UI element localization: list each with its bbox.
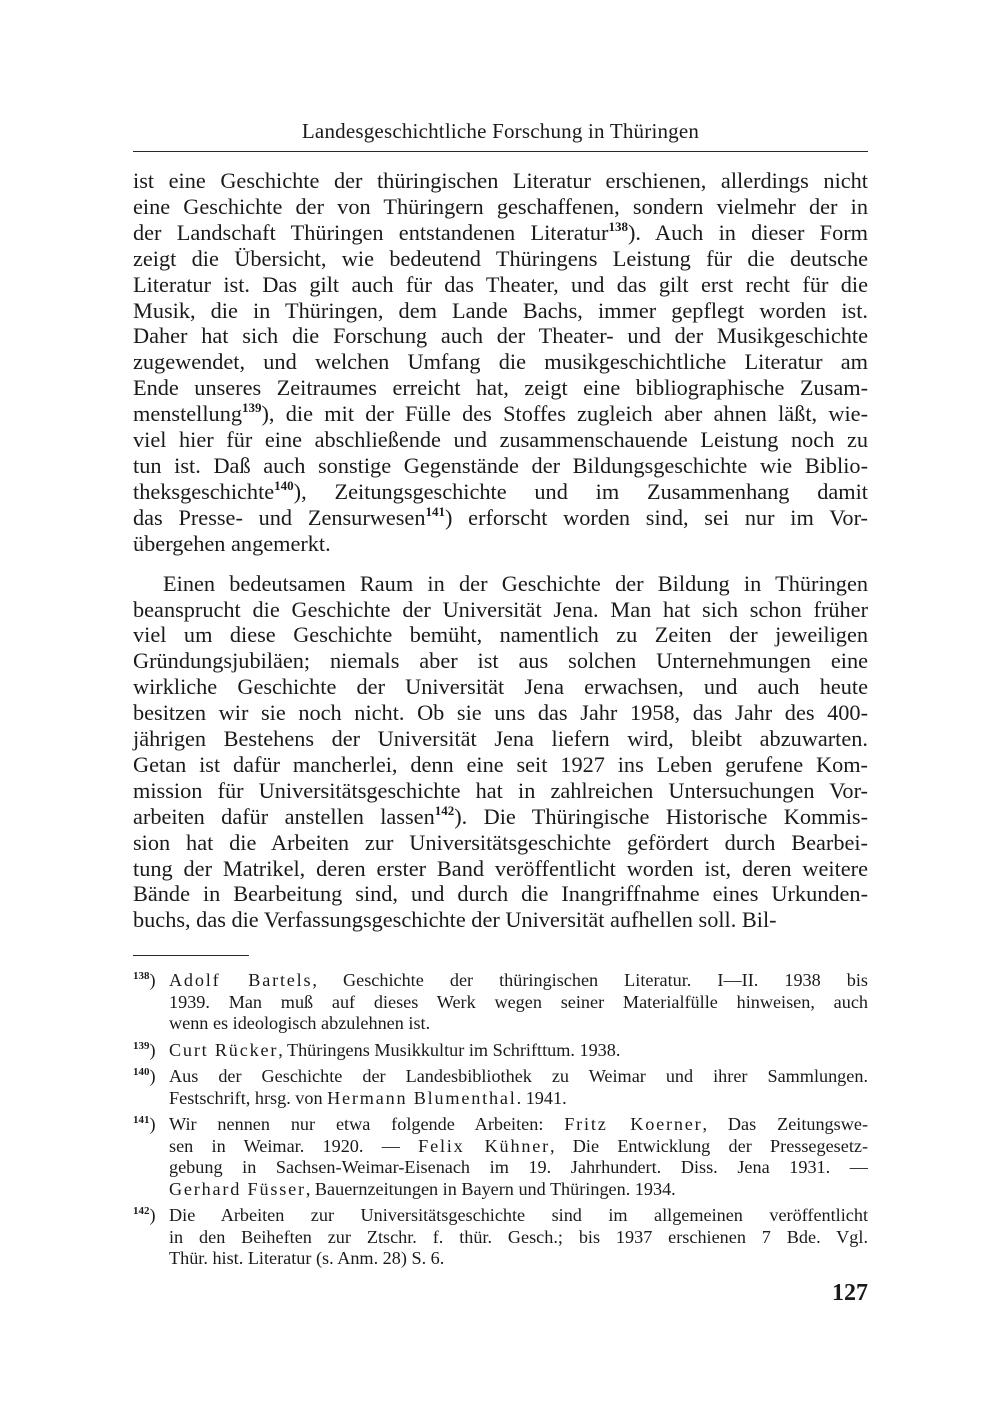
text-line: Bände in Bearbeitung sind, und durch die Inangriffnahme eines Urkunden- — [133, 881, 868, 907]
footnote-text: gebung in Sachsen-Weimar-Eisenach im 19. Jahrhundert. Diss. Jena 1931. — — [169, 1157, 868, 1178]
footnote-line — [169, 1248, 868, 1270]
paragraph-gap — [133, 557, 868, 571]
footnote-line — [169, 1013, 868, 1035]
footnote-separator — [133, 955, 249, 956]
text-line: eine Geschichte der von Thüringern geschaffenen, sondern vielmehr der in — [133, 193, 868, 219]
text-line: tung der Matrikel, deren erster Band veröffentlicht worden ist, deren weitere — [133, 855, 868, 881]
footnote-number: 141 — [133, 1114, 150, 1127]
footnote-142 — [133, 1205, 868, 1270]
footnote-text: , Bauernzeitungen in Bayern und Thüringen. 1934. — [305, 1178, 676, 1199]
footnote-reference[interactable]: 141 — [425, 503, 445, 519]
footnote-line — [169, 1179, 868, 1201]
text-line: Musik, die in Thüringen, dem Lande Bachs, immer gepflegt worden ist. — [133, 297, 868, 323]
author-name: Fritz Koerner — [564, 1114, 703, 1135]
footnote-line — [169, 1088, 868, 1110]
text-line: ist eine Geschichte der thüringischen Literatur erschienen, allerdings nicht — [133, 168, 868, 193]
footnote-text: , Die Entwicklung der Pressegesetz- — [549, 1135, 868, 1156]
text-segment: der Landschaft Thüringen entstandenen Literatur — [133, 219, 609, 245]
footnote-marker: $^{139}$) — [133, 1039, 156, 1060]
footnote-line — [169, 1157, 868, 1179]
book-page — [133, 118, 869, 1306]
footnote-text: wenn es ideologisch abzulehnen ist. — [169, 1013, 431, 1034]
footnotes-section — [133, 970, 868, 1270]
footnote-139 — [133, 1040, 868, 1062]
footnote-text: in den Beiheften zur Ztschr. f. thür. Gesch.; bis 1937 erschienen 7 Bde. Vgl. — [169, 1226, 868, 1247]
text-line: wirkliche Geschichte der Universität Jena erwachsen, und auch heute — [133, 674, 868, 700]
body-paragraph-1 — [133, 168, 868, 557]
footnote-reference[interactable]: 139 — [242, 400, 262, 416]
footnote-line — [169, 1136, 868, 1158]
footnote-number: 140 — [133, 1066, 150, 1079]
text-line: Getan ist dafür mancherlei, denn eine seit 1927 ins Leben gerufene Kom- — [133, 751, 868, 777]
footnote-text: , Thüringens Musikkultur im Schrifttum. 1938. — [278, 1039, 621, 1060]
text-line — [133, 401, 868, 427]
author-name: Curt Rücker — [169, 1039, 279, 1060]
text-segment: menstellung — [133, 401, 242, 427]
footnote-text: 1939. Man muß auf dieses Werk wegen seiner Materialfülle hinweisen, auch — [169, 991, 868, 1012]
text-segment: ), Zeitungsgeschichte und im Zusammenhang damit — [293, 478, 868, 504]
footnote-line — [169, 1114, 868, 1136]
footnote-text: , Das Zeitungswe- — [702, 1114, 868, 1135]
footnote-number: 142 — [133, 1205, 150, 1218]
text-line: viel hier für eine abschließende und zusammenschauende Leistung noch zu — [133, 427, 868, 453]
text-line: übergehen angemerkt. — [133, 530, 331, 556]
footnote-reference[interactable]: 142 — [434, 802, 455, 818]
footnote-text: Die Arbeiten zur Universitätsgeschichte sind im allgemeinen veröffentlicht — [169, 1205, 868, 1226]
footnote-text: Thür. hist. Literatur (s. Anm. 28) S. 6. — [169, 1248, 445, 1269]
text-segment: ) erforscht worden sind, sei nur im Vor- — [444, 504, 868, 530]
text-line — [133, 220, 868, 246]
footnote-text: sen in Weimar. 1920. — — [169, 1135, 419, 1156]
footnote-number: 139 — [133, 1039, 150, 1052]
footnote-marker: $^{140}$) — [133, 1066, 156, 1087]
text-line: Einen bedeutsamen Raum in der Geschichte der Bildung in Thüringen — [163, 570, 868, 596]
text-line: Literatur ist. Das gilt auch für das Theater, und das gilt erst recht für die — [133, 271, 868, 297]
text-line: Gründungsjubiläen; niemals aber ist aus solchen Unternehmungen eine — [133, 648, 868, 674]
footnote-line — [169, 1066, 868, 1088]
footnote-text: Festschrift, hrsg. von — [169, 1087, 328, 1108]
author-name: Adolf Bartels — [169, 970, 313, 991]
footnote-line — [169, 992, 868, 1014]
footnote-marker: $^{138}$) — [133, 970, 156, 991]
text-segment: theksgeschichte — [133, 478, 275, 504]
text-segment: ). Auch in dieser Form — [627, 219, 869, 245]
text-line — [133, 479, 868, 505]
text-segment: ), die mit der Fülle des Stoffes zugleich aber ahnen läßt, wie- — [261, 401, 868, 427]
footnote-text: Aus der Geschichte der Landesbibliothek zu Weimar und ihrer Sammlungen. — [169, 1066, 868, 1087]
footnote-reference[interactable]: 138 — [608, 218, 628, 234]
text-line: mission für Universitätsgeschichte hat in zahlreichen Untersuchungen Vor- — [133, 777, 868, 803]
text-line: viel um diese Geschichte bemüht, namentlich zu Zeiten der jeweiligen — [133, 622, 868, 648]
footnote-line — [169, 1040, 868, 1062]
footnote-marker: $^{142}$) — [133, 1205, 156, 1226]
footnote-line — [169, 1227, 868, 1249]
text-line: Daher hat sich die Forschung auch der Theater- und der Musikgeschichte — [133, 323, 868, 349]
footnote-138 — [133, 970, 868, 1035]
author-name: Gerhard Füsser — [169, 1178, 306, 1199]
footnote-line — [169, 1205, 868, 1227]
text-line: zugewendet, und welchen Umfang die musikgeschichtliche Literatur am — [133, 349, 868, 375]
footnote-text: . 1941. — [516, 1087, 567, 1108]
page-number: 127 — [832, 1280, 868, 1306]
footnote-marker: $^{141}$) — [133, 1114, 156, 1135]
footnote-text: , Geschichte der thüringischen Literatur. I—II. 1938 bis — [312, 970, 868, 991]
author-name: Hermann Blumenthal — [327, 1087, 517, 1108]
author-name: Felix Kühner — [418, 1135, 550, 1156]
text-line: Ende unseres Zeitraumes erreicht hat, zeigt eine bibliographische Zusam- — [133, 375, 868, 401]
footnote-reference[interactable]: 140 — [274, 477, 294, 493]
footnote-140 — [133, 1066, 868, 1109]
running-header: Landesgeschichtliche Forschung in Thüringen — [133, 118, 868, 152]
body-paragraph-2 — [133, 571, 868, 934]
text-line: jährigen Bestehens der Universität Jena liefern wird, bleibt abzuwarten. — [133, 726, 868, 752]
text-line: beansprucht die Geschichte der Universität Jena. Man hat sich schon früher — [133, 596, 868, 622]
text-line — [133, 804, 868, 830]
text-line: sion hat die Arbeiten zur Universitätsgeschichte gefördert durch Bearbei- — [133, 829, 868, 855]
text-line: zeigt die Übersicht, wie bedeutend Thüringens Leistung für die deutsche — [133, 245, 868, 271]
text-line: buchs, das die Verfassungsgeschichte der Universität aufhellen soll. Bil- — [133, 907, 777, 933]
text-segment: arbeiten dafür anstellen lassen — [133, 803, 435, 829]
footnote-number: 138 — [133, 970, 150, 983]
footnote-141 — [133, 1114, 868, 1200]
footnote-text: Wir nennen nur etwa folgende Arbeiten: — [169, 1114, 565, 1135]
text-segment: ). Die Thüringische Historische Kommis- — [454, 803, 868, 829]
text-line — [133, 505, 868, 531]
text-line: besitzen wir sie noch nicht. Ob sie uns das Jahr 1958, das Jahr des 400- — [133, 700, 868, 726]
text-segment: das Presse- und Zensurwesen — [133, 504, 426, 530]
text-line: tun ist. Daß auch sonstige Gegenstände der Bildungsgeschichte wie Biblio- — [133, 452, 868, 478]
footnote-line — [169, 970, 868, 992]
